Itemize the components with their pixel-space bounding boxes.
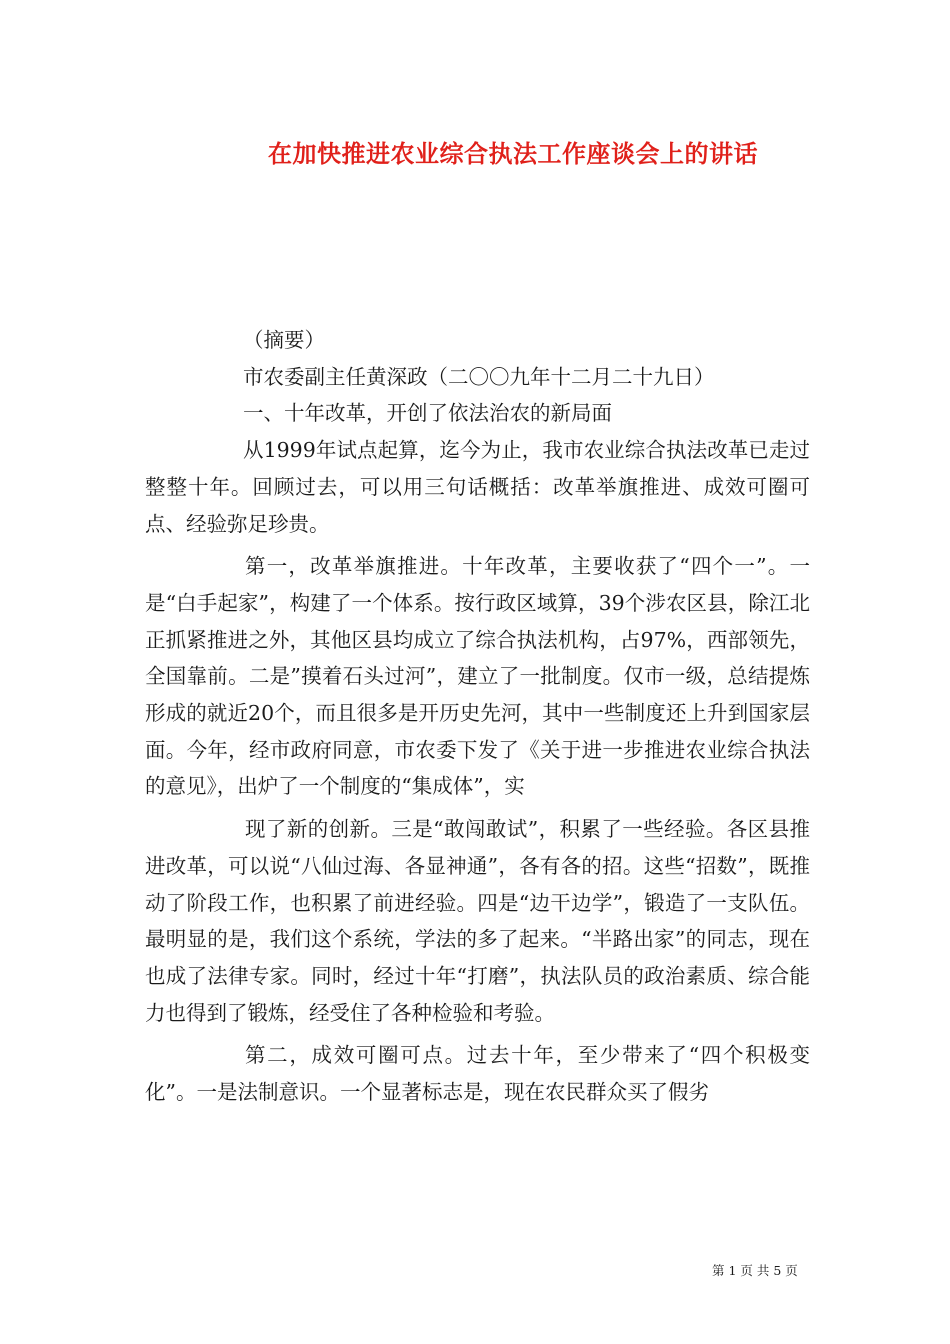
document-title: 在加快推进农业综合执法工作座谈会上的讲话 <box>268 139 758 168</box>
abstract-label: （摘要） <box>243 328 325 352</box>
paragraph-intro: 从1999年试点起算，迄今为止，我市农业综合执法改革已走过整整十年。回顾过去，可以用三句话概括：改革举旗推进、成效可圈可点、经验弥足珍贵。 <box>145 438 810 536</box>
paragraph-first-point: 第一，改革举旗推进。十年改革，主要收获了“四个一”。一是“白手起家”，构建了一个体系。按行政区域算，39个涉农区县，除江北正抓紧推进之外，其他区县均成立了综合执法机构，占97%，西部领先，全国靠前。二是”摸着石头过河”，建立了一批制度。仅市一级，总结提炼形成的就近20个，而且很多是开历史先河，其中一些制度还上升到国家层面。今年，经市政府同意，市农委下发了《关于进一步推进农业综合执法的意见》，出炉了一个制度的“集成体”，实 <box>145 554 810 799</box>
section-heading: 一、十年改革，开创了依法治农的新局面 <box>243 401 612 426</box>
speaker-line: 市农委副主任黄深政（二〇〇九年十二月二十九日） <box>243 364 715 389</box>
paragraph-second-point: 第二，成效可圈可点。过去十年，至少带来了“四个积极变化”。一是法制意识。一个显著标志是，现在农民群众买了假劣 <box>145 1043 810 1105</box>
page-footer: 第 1 页 共 5 页 <box>712 1263 798 1278</box>
paragraph-continuation: 现了新的创新。三是“敢闯敢试”，积累了一些经验。各区县推进改革，可以说“八仙过海、各显神通”，各有各的招。这些“招数”，既推动了阶段工作，也积累了前进经验。四是“边干边学”，锻造了一支队伍。最明显的是，我们这个系统，学法的多了起来。“半路出家”的同志，现在也成了法律专家。同时，经过十年“打磨”，执法队员的政治素质、综合能力也得到了锻炼，经受住了各种检验和考验。 <box>145 817 810 1025</box>
document-body <box>145 322 810 1111</box>
